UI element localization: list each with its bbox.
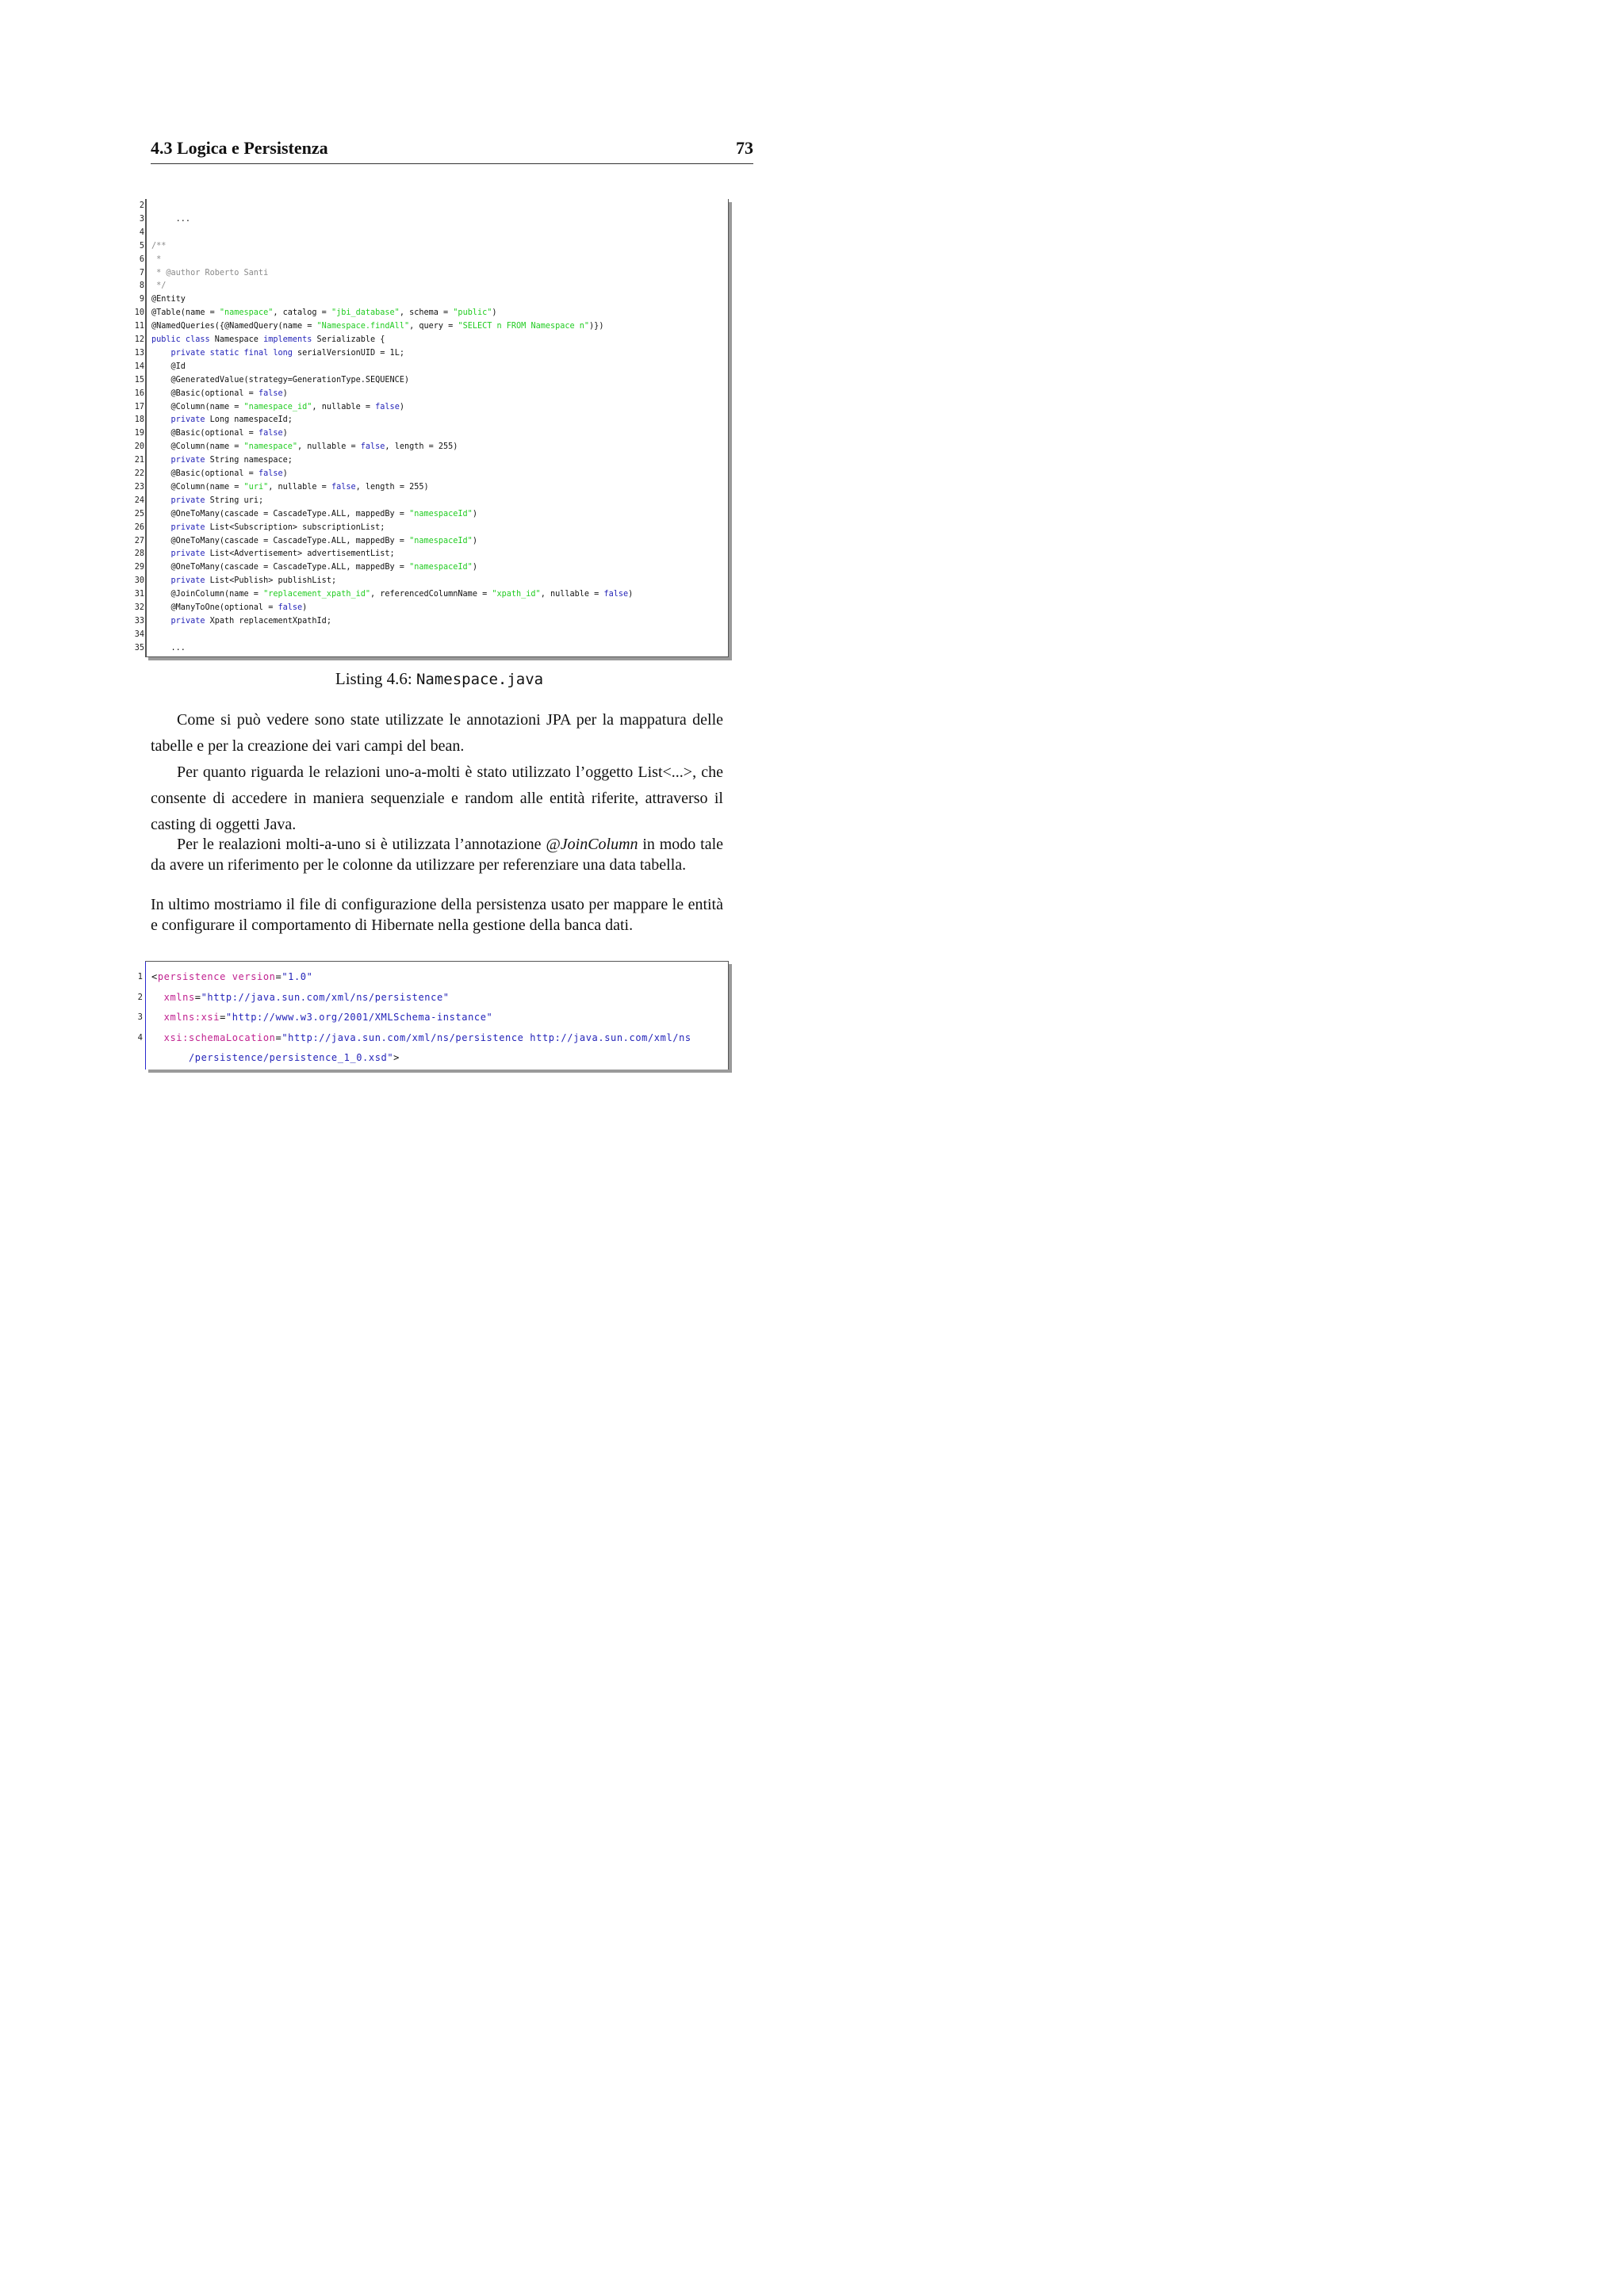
- code-token: ): [282, 429, 288, 438]
- code-text: [151, 967, 312, 988]
- code-token: =: [275, 971, 282, 982]
- line-number: 35: [134, 643, 144, 652]
- code-token: =: [194, 991, 201, 1003]
- code-token: , query =: [409, 322, 458, 331]
- code-token: ): [282, 388, 288, 398]
- code-token: >: [393, 1052, 400, 1064]
- code-text: [151, 548, 395, 561]
- paragraph-text: Per quanto riguarda le relazioni uno-a-molti è stato utilizzato l’oggetto List<...>, che consente di accedere in maniera sequenziale e random alle entità riferite, attraverso il casting di oggetti Java.: [151, 763, 723, 833]
- code-text: [151, 615, 331, 629]
- code-token: [151, 415, 171, 424]
- code-token: [151, 1032, 164, 1043]
- paragraph-text: in modo tale da avere un riferimento per le colonne da utilizzare per referenziare una data tabella.: [151, 836, 724, 874]
- line-number-rule: [146, 199, 147, 656]
- code-token: ): [628, 590, 634, 599]
- line-number: 14: [134, 362, 144, 371]
- code-text: [151, 388, 288, 401]
- annotation-name: @JoinColumn: [546, 836, 638, 853]
- code-token: ): [302, 603, 308, 612]
- code-text: [151, 254, 161, 267]
- code-text: [151, 988, 450, 1008]
- code-token: *: [151, 254, 162, 264]
- line-number: 28: [134, 549, 144, 559]
- paragraph-persistence-intro: [151, 895, 723, 936]
- line-number: 7: [139, 268, 144, 277]
- code-token: ): [282, 469, 288, 478]
- code-token: * @author Roberto Santi: [151, 268, 269, 277]
- code-text: [151, 535, 477, 549]
- line-number: 24: [134, 496, 144, 505]
- code-text: [151, 642, 186, 656]
- code-token: ): [472, 509, 477, 519]
- line-number: 19: [134, 429, 144, 438]
- code-token: @ManyToOne(optional =: [151, 603, 278, 612]
- code-token: @Column(name =: [151, 402, 244, 411]
- code-text: [151, 427, 288, 441]
- code-token: "namespace": [243, 442, 298, 452]
- code-listing-xml: [137, 961, 729, 1070]
- code-text: [151, 1008, 492, 1028]
- code-token: [151, 456, 171, 465]
- code-text: [151, 495, 263, 508]
- code-token: false: [331, 482, 356, 492]
- code-token: ...: [151, 214, 191, 224]
- code-token: @Id: [151, 362, 186, 371]
- code-text: [151, 267, 268, 281]
- code-token: @GeneratedValue(strategy=GenerationType.SEQUENCE): [151, 375, 410, 385]
- code-text: [151, 454, 293, 468]
- code-token: ): [472, 536, 477, 545]
- line-number: 31: [134, 590, 144, 599]
- code-token: @Basic(optional =: [151, 429, 259, 438]
- code-text: [151, 588, 633, 602]
- code-token: [151, 576, 171, 585]
- code-token: "jbi_database": [331, 308, 400, 318]
- code-token: "namespace": [219, 308, 274, 318]
- code-text: [151, 280, 166, 293]
- line-number: 17: [134, 402, 144, 411]
- code-token: , catalog =: [273, 308, 331, 318]
- line-number: 2: [139, 201, 144, 210]
- code-listing-java: [134, 199, 729, 657]
- code-token: false: [375, 402, 400, 411]
- code-token: String uri;: [205, 496, 264, 505]
- code-token: */: [151, 281, 167, 291]
- line-number: 4: [139, 228, 144, 237]
- paragraph-text: In ultimo mostriamo il file di configurazione della persistenza usato per mappare le entità e configurare il comportamento di Hibernate nella gestione della banca dati.: [151, 896, 723, 934]
- line-number: 16: [134, 388, 144, 398]
- line-number: 21: [134, 456, 144, 465]
- line-number: 2: [137, 992, 143, 1002]
- code-token: String namespace;: [205, 456, 293, 465]
- line-number: 32: [134, 603, 144, 612]
- line-number: 27: [134, 536, 144, 545]
- code-text: [151, 561, 477, 575]
- paragraph-annotations: [151, 707, 723, 760]
- code-token: "uri": [243, 482, 269, 492]
- line-number: 8: [139, 281, 144, 291]
- code-token: public class: [151, 335, 210, 344]
- line-number: 33: [134, 616, 144, 626]
- code-token: [151, 617, 171, 626]
- code-token: persistence version: [157, 971, 276, 982]
- code-token: @Column(name =: [151, 482, 244, 492]
- code-text: [151, 307, 497, 320]
- line-number: 9: [139, 295, 144, 304]
- code-token: @Basic(optional =: [151, 388, 259, 398]
- running-header: [151, 136, 753, 164]
- code-token: Namespace: [209, 335, 264, 344]
- code-text: [151, 374, 409, 388]
- code-text: [151, 1028, 691, 1049]
- line-number: 23: [134, 482, 144, 492]
- code-token: "http://java.sun.com/xml/ns/persistence": [201, 991, 450, 1003]
- code-token: , nullable =: [540, 590, 604, 599]
- section-title: 4.3 Logica e Persistenza: [151, 138, 328, 158]
- code-token: List<Advertisement> advertisementList;: [205, 549, 395, 559]
- code-token: Long namespaceId;: [205, 415, 293, 425]
- code-token: @OneToMany(cascade = CascadeType.ALL, mappedBy =: [151, 509, 410, 519]
- code-token: ): [492, 308, 497, 318]
- line-number: 20: [134, 442, 144, 452]
- line-number: 10: [134, 308, 144, 318]
- line-number: 15: [134, 375, 144, 385]
- line-number: 1: [137, 972, 143, 982]
- listing-caption: [0, 669, 879, 689]
- code-text: [151, 334, 385, 347]
- code-text: [151, 575, 336, 588]
- line-number: 29: [134, 563, 144, 572]
- code-text: [151, 481, 429, 495]
- code-token: false: [278, 603, 303, 612]
- code-token: "SELECT n FROM Namespace n": [458, 322, 590, 331]
- code-token: List<Publish> publishList;: [205, 576, 337, 586]
- code-token: List<Subscription> subscriptionList;: [205, 522, 385, 532]
- code-token: "xpath_id": [492, 590, 541, 599]
- code-text: [151, 293, 186, 307]
- code-text: [151, 508, 477, 522]
- code-token: private: [170, 456, 205, 465]
- code-token: , nullable =: [312, 402, 376, 411]
- code-token: , length = 255): [355, 482, 429, 492]
- line-number: 34: [134, 629, 144, 639]
- code-token: private: [170, 549, 205, 559]
- line-number: 13: [134, 348, 144, 358]
- code-token: =: [275, 1031, 282, 1043]
- code-token: )}): [589, 322, 604, 331]
- code-token: , referencedColumnName =: [370, 590, 492, 599]
- caption-filename: Namespace.java: [416, 671, 544, 688]
- code-token: "namespaceId": [409, 563, 473, 572]
- code-text: [151, 320, 603, 334]
- code-token: @Entity: [151, 295, 186, 304]
- code-text: [151, 522, 385, 535]
- code-token: /**: [151, 241, 167, 251]
- code-token: "namespaceId": [409, 509, 473, 519]
- code-token: implements: [263, 335, 312, 344]
- code-token: [151, 1052, 189, 1063]
- paragraph-many-to-one: [151, 835, 723, 875]
- code-token: private: [170, 496, 205, 505]
- code-token: [151, 992, 164, 1003]
- code-token: [151, 549, 171, 558]
- line-number: 25: [134, 509, 144, 519]
- code-token: false: [258, 388, 283, 398]
- line-number: 3: [137, 1012, 143, 1023]
- code-token: "http://java.sun.com/xml/ns/persistence http://java.sun.com/xml/ns: [282, 1031, 691, 1043]
- code-token: [151, 496, 171, 505]
- code-token: @NamedQueries({@NamedQuery(name =: [151, 322, 317, 331]
- code-token: "1.0": [282, 971, 313, 982]
- line-number-rule: [145, 962, 146, 1070]
- line-number: 18: [134, 415, 144, 425]
- line-number: 3: [139, 214, 144, 224]
- code-token: false: [603, 590, 629, 599]
- code-token: "public": [453, 308, 492, 318]
- line-number: 22: [134, 469, 144, 478]
- paragraph-one-to-many: [151, 760, 723, 838]
- code-token: "replacement_xpath_id": [263, 590, 371, 599]
- code-token: [151, 1012, 164, 1023]
- code-token: , length = 255): [385, 442, 458, 452]
- line-number: 4: [137, 1032, 143, 1043]
- code-token: , schema =: [399, 308, 454, 318]
- paragraph-text: Come si può vedere sono state utilizzate le annotazioni JPA per la mappatura delle tabelle e per la creazione dei vari campi del bean.: [151, 711, 723, 755]
- code-token: "Namespace.findAll": [316, 322, 410, 331]
- code-token: Serializable {: [312, 335, 385, 344]
- code-text: [151, 240, 166, 254]
- code-token: private: [170, 522, 205, 532]
- line-number: 30: [134, 576, 144, 586]
- code-token: serialVersionUID = 1L;: [292, 348, 404, 358]
- code-text: [151, 414, 293, 427]
- code-token: false: [258, 469, 283, 478]
- line-number: 6: [139, 254, 144, 264]
- code-token: private: [170, 576, 205, 586]
- line-number: 5: [139, 241, 144, 251]
- code-token: <: [151, 971, 158, 982]
- code-token: false: [360, 442, 385, 452]
- code-token: "namespace_id": [243, 402, 312, 411]
- caption-label: Listing 4.6:: [335, 669, 416, 688]
- code-token: /persistence/persistence_1_0.xsd": [188, 1052, 394, 1064]
- paragraph-text: Per le realazioni molti-a-uno si è utilizzata l’annotazione: [177, 836, 546, 853]
- line-number: 12: [134, 335, 144, 344]
- code-token: , nullable =: [297, 442, 361, 452]
- code-token: ...: [151, 643, 186, 652]
- code-text: [151, 213, 190, 227]
- code-text: [151, 361, 186, 374]
- code-text: [151, 602, 307, 615]
- code-token: xsi:schemaLocation: [163, 1031, 276, 1043]
- code-token: private: [170, 415, 205, 425]
- code-token: private: [170, 616, 205, 626]
- code-text: [151, 401, 404, 415]
- code-token: @JoinColumn(name =: [151, 590, 264, 599]
- code-token: ): [472, 563, 477, 572]
- code-text: [151, 347, 404, 361]
- code-token: Xpath replacementXpathId;: [205, 616, 331, 626]
- code-token: @Table(name =: [151, 308, 220, 318]
- code-token: "http://www.w3.org/2001/XMLSchema-instance": [225, 1012, 493, 1024]
- code-token: private static final long: [170, 348, 293, 358]
- code-token: @Basic(optional =: [151, 469, 259, 478]
- code-text: [151, 1048, 400, 1069]
- code-token: xmlns:xsi: [163, 1012, 220, 1024]
- line-number: 11: [134, 322, 144, 331]
- code-text: [151, 441, 458, 454]
- code-token: =: [220, 1012, 226, 1024]
- code-token: @Column(name =: [151, 442, 244, 452]
- code-token: [151, 349, 171, 358]
- page-number: 73: [736, 138, 753, 158]
- code-text: [151, 468, 288, 481]
- code-token: xmlns: [163, 991, 195, 1003]
- code-token: @OneToMany(cascade = CascadeType.ALL, mappedBy =: [151, 536, 410, 545]
- code-token: @OneToMany(cascade = CascadeType.ALL, mappedBy =: [151, 563, 410, 572]
- line-number: 26: [134, 522, 144, 532]
- code-token: ): [399, 402, 404, 411]
- code-token: , nullable =: [268, 482, 331, 492]
- code-token: false: [258, 429, 283, 438]
- code-token: "namespaceId": [409, 536, 473, 545]
- code-token: [151, 523, 171, 532]
